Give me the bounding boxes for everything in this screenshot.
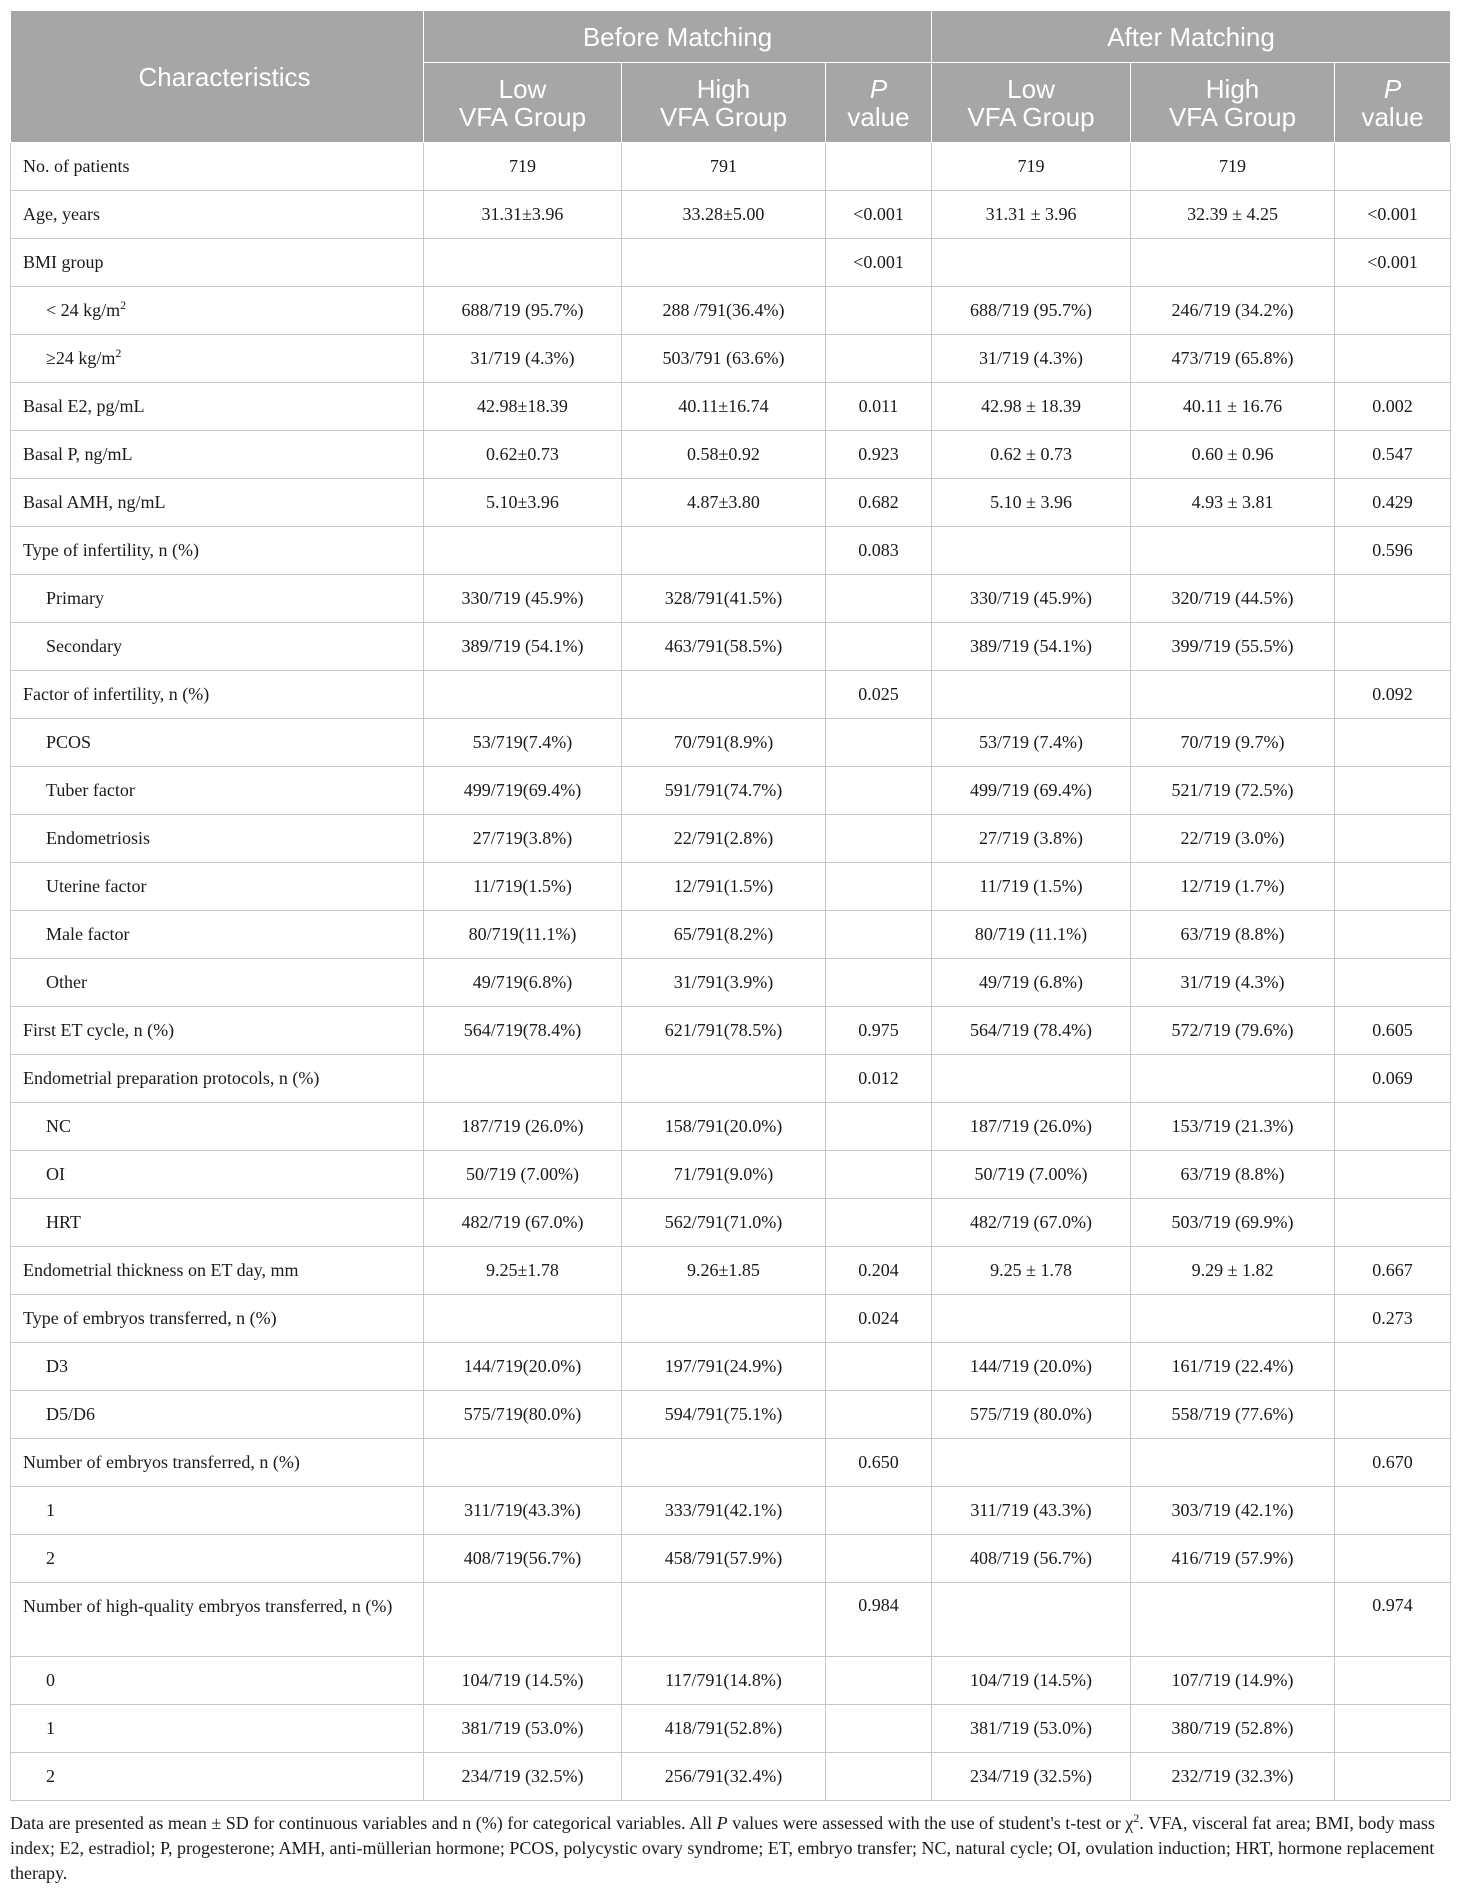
before-high-cell: 328/791(41.5%) <box>622 575 826 623</box>
after-high-cell: 399/719 (55.5%) <box>1131 623 1335 671</box>
table-row <box>11 335 1451 383</box>
row-label: Number of high-quality embryos transferred, n (%) <box>11 1583 424 1657</box>
after-matching-header: After Matching <box>932 11 1451 63</box>
table-row <box>11 239 1451 287</box>
before-high-cell <box>622 1583 826 1657</box>
before-p-cell: 0.011 <box>826 383 932 431</box>
after-high-cell: 521/719 (72.5%) <box>1131 767 1335 815</box>
table-row <box>11 1199 1451 1247</box>
row-label: Uterine factor <box>11 863 424 911</box>
after-low-cell <box>932 1055 1131 1103</box>
after-high-cell: 70/719 (9.7%) <box>1131 719 1335 767</box>
before-low-cell: 187/719 (26.0%) <box>424 1103 622 1151</box>
after-high-cell: 4.93 ± 3.81 <box>1131 479 1335 527</box>
before-low-cell: 144/719(20.0%) <box>424 1343 622 1391</box>
table-row <box>11 1007 1451 1055</box>
before-low-cell: 31/719 (4.3%) <box>424 335 622 383</box>
row-label: Tuber factor <box>11 767 424 815</box>
before-high-cell: 463/791(58.5%) <box>622 623 826 671</box>
before-p-cell <box>826 1151 932 1199</box>
before-high-cell: 591/791(74.7%) <box>622 767 826 815</box>
row-label: Basal AMH, ng/mL <box>11 479 424 527</box>
table-row <box>11 767 1451 815</box>
after-p-cell: 0.596 <box>1335 527 1451 575</box>
after-low-cell: 330/719 (45.9%) <box>932 575 1131 623</box>
after-low-cell: 49/719 (6.8%) <box>932 959 1131 1007</box>
after-high-cell: 303/719 (42.1%) <box>1131 1487 1335 1535</box>
after-high-cell <box>1131 527 1335 575</box>
after-p-cell <box>1335 623 1451 671</box>
before-p-cell <box>826 1199 932 1247</box>
before-high-cell: 503/791 (63.6%) <box>622 335 826 383</box>
before-p-cell <box>826 863 932 911</box>
before-p-cell <box>826 719 932 767</box>
before-p-cell: 0.083 <box>826 527 932 575</box>
before-low-cell: 311/719(43.3%) <box>424 1487 622 1535</box>
before-p-cell <box>826 1343 932 1391</box>
before-p-cell <box>826 575 932 623</box>
before-p-cell <box>826 1657 932 1705</box>
after-p-cell <box>1335 863 1451 911</box>
table-row <box>11 1103 1451 1151</box>
after-p-cell <box>1335 767 1451 815</box>
after-p-cell: 0.974 <box>1335 1583 1451 1657</box>
after-low-cell: 104/719 (14.5%) <box>932 1657 1131 1705</box>
after-high-cell: 380/719 (52.8%) <box>1131 1705 1335 1753</box>
before-high-cell: 9.26±1.85 <box>622 1247 826 1295</box>
row-label: Other <box>11 959 424 1007</box>
after-p-cell <box>1335 815 1451 863</box>
before-high-cell: 562/791(71.0%) <box>622 1199 826 1247</box>
before-p-cell: 0.012 <box>826 1055 932 1103</box>
after-high-cell: 63/719 (8.8%) <box>1131 911 1335 959</box>
after-high-cell: 473/719 (65.8%) <box>1131 335 1335 383</box>
table-row <box>11 527 1451 575</box>
before-low-cell: 688/719 (95.7%) <box>424 287 622 335</box>
before-low-cell: 408/719(56.7%) <box>424 1535 622 1583</box>
row-label: Factor of infertility, n (%) <box>11 671 424 719</box>
row-label: 1 <box>11 1487 424 1535</box>
before-high-cell: 117/791(14.8%) <box>622 1657 826 1705</box>
before-low-cell: 49/719(6.8%) <box>424 959 622 1007</box>
before-high-cell: 40.11±16.74 <box>622 383 826 431</box>
before-low-cell: 389/719 (54.1%) <box>424 623 622 671</box>
table-row <box>11 479 1451 527</box>
after-p-cell: 0.002 <box>1335 383 1451 431</box>
before-low-cell: 564/719(78.4%) <box>424 1007 622 1055</box>
after-p-value-header: P value <box>1335 63 1451 143</box>
after-low-cell <box>932 671 1131 719</box>
after-low-cell: 27/719 (3.8%) <box>932 815 1131 863</box>
table-row <box>11 623 1451 671</box>
before-high-vfa-header: High VFA Group <box>622 63 826 143</box>
before-high-cell: 22/791(2.8%) <box>622 815 826 863</box>
after-high-cell: 416/719 (57.9%) <box>1131 1535 1335 1583</box>
table-body <box>11 143 1451 1801</box>
before-p-cell: 0.204 <box>826 1247 932 1295</box>
table-row <box>11 1391 1451 1439</box>
row-label: NC <box>11 1103 424 1151</box>
row-label: Endometriosis <box>11 815 424 863</box>
row-label: PCOS <box>11 719 424 767</box>
after-low-cell <box>932 239 1131 287</box>
after-p-cell <box>1335 911 1451 959</box>
table-row <box>11 1753 1451 1801</box>
row-label: ≥24 $kg/m^2$ <box>11 335 424 383</box>
table-row <box>11 1657 1451 1705</box>
after-high-cell: 31/719 (4.3%) <box>1131 959 1335 1007</box>
after-p-cell <box>1335 1753 1451 1801</box>
table-row <box>11 815 1451 863</box>
after-p-cell: <0.001 <box>1335 191 1451 239</box>
after-high-cell: 153/719 (21.3%) <box>1131 1103 1335 1151</box>
before-low-cell: 80/719(11.1%) <box>424 911 622 959</box>
before-high-cell: 65/791(8.2%) <box>622 911 826 959</box>
after-p-cell <box>1335 1391 1451 1439</box>
after-high-cell: 107/719 (14.9%) <box>1131 1657 1335 1705</box>
before-p-cell <box>826 1487 932 1535</box>
row-label: Basal P, ng/mL <box>11 431 424 479</box>
after-high-cell: 0.60 ± 0.96 <box>1131 431 1335 479</box>
before-high-cell <box>622 1055 826 1103</box>
before-low-cell: 499/719(69.4%) <box>424 767 622 815</box>
row-label: 0 <box>11 1657 424 1705</box>
before-high-cell: 594/791(75.1%) <box>622 1391 826 1439</box>
before-high-cell: 0.58±0.92 <box>622 431 826 479</box>
after-high-cell <box>1131 1583 1335 1657</box>
after-p-cell <box>1335 1199 1451 1247</box>
after-low-cell: 31/719 (4.3%) <box>932 335 1131 383</box>
after-low-cell: 575/719 (80.0%) <box>932 1391 1131 1439</box>
table-row <box>11 287 1451 335</box>
before-high-cell: 12/791(1.5%) <box>622 863 826 911</box>
before-p-cell <box>826 143 932 191</box>
after-high-cell <box>1131 239 1335 287</box>
before-high-cell: 33.28±5.00 <box>622 191 826 239</box>
before-p-cell: <0.001 <box>826 239 932 287</box>
before-low-cell <box>424 1055 622 1103</box>
before-low-cell <box>424 671 622 719</box>
table-row <box>11 1055 1451 1103</box>
before-p-cell <box>826 959 932 1007</box>
row-label: < 24 $kg/m^2$ <box>11 287 424 335</box>
before-low-cell: 42.98±18.39 <box>424 383 622 431</box>
after-low-cell: 42.98 ± 18.39 <box>932 383 1131 431</box>
before-high-cell <box>622 1439 826 1487</box>
after-p-cell: 0.092 <box>1335 671 1451 719</box>
before-low-cell: 9.25±1.78 <box>424 1247 622 1295</box>
before-high-cell <box>622 1295 826 1343</box>
after-p-cell <box>1335 1535 1451 1583</box>
before-low-cell: 31.31±3.96 <box>424 191 622 239</box>
after-p-cell: 0.273 <box>1335 1295 1451 1343</box>
before-high-cell: 791 <box>622 143 826 191</box>
after-low-cell <box>932 527 1131 575</box>
before-p-cell: 0.650 <box>826 1439 932 1487</box>
after-p-cell <box>1335 719 1451 767</box>
before-high-cell <box>622 239 826 287</box>
after-p-cell: 0.069 <box>1335 1055 1451 1103</box>
before-high-cell <box>622 671 826 719</box>
row-label: D5/D6 <box>11 1391 424 1439</box>
after-high-cell <box>1131 671 1335 719</box>
after-p-cell <box>1335 1487 1451 1535</box>
table-row <box>11 671 1451 719</box>
after-high-cell: 320/719 (44.5%) <box>1131 575 1335 623</box>
after-low-cell: 499/719 (69.4%) <box>932 767 1131 815</box>
after-p-cell <box>1335 335 1451 383</box>
before-low-cell <box>424 239 622 287</box>
before-p-cell <box>826 335 932 383</box>
table-footnote: Data are presented as mean ± SD for continuous variables and n (%) for categorical variables. All P values were assessed with the use of student's t-test or $\chi^2$. VFA, visceral fat area; BMI, body mass index; E2, estradiol; P, progesterone; AMH, anti-müllerian hormone; PCOS, polycystic ovary syndrome; ET, embryo transfer; NC, natural cycle; OI, ovulation induction; HRT, hormone replacement therapy. <box>10 1811 1435 1883</box>
after-p-cell: 0.429 <box>1335 479 1451 527</box>
table-container <box>10 10 1450 1886</box>
table-row <box>11 911 1451 959</box>
before-high-cell: 197/791(24.9%) <box>622 1343 826 1391</box>
before-low-cell: 482/719 (67.0%) <box>424 1199 622 1247</box>
table-row <box>11 383 1451 431</box>
before-matching-header: Before Matching <box>424 11 932 63</box>
before-p-cell <box>826 623 932 671</box>
after-low-cell: 187/719 (26.0%) <box>932 1103 1131 1151</box>
after-high-cell: 12/719 (1.7%) <box>1131 863 1335 911</box>
before-high-cell: 621/791(78.5%) <box>622 1007 826 1055</box>
before-low-cell: 575/719(80.0%) <box>424 1391 622 1439</box>
table-row <box>11 191 1451 239</box>
row-label: Endometrial thickness on ET day, mm <box>11 1247 424 1295</box>
after-high-cell: 503/719 (69.9%) <box>1131 1199 1335 1247</box>
after-p-cell <box>1335 1151 1451 1199</box>
before-low-cell: 50/719 (7.00%) <box>424 1151 622 1199</box>
characteristics-header: Characteristics <box>11 11 424 143</box>
after-low-cell: 389/719 (54.1%) <box>932 623 1131 671</box>
table-row <box>11 1439 1451 1487</box>
after-low-cell <box>932 1439 1131 1487</box>
after-p-cell: 0.605 <box>1335 1007 1451 1055</box>
table-row <box>11 1487 1451 1535</box>
table-row <box>11 575 1451 623</box>
after-high-vfa-header: High VFA Group <box>1131 63 1335 143</box>
row-label: Age, years <box>11 191 424 239</box>
before-low-cell: 104/719 (14.5%) <box>424 1657 622 1705</box>
before-low-cell <box>424 1439 622 1487</box>
before-high-cell: 4.87±3.80 <box>622 479 826 527</box>
after-low-vfa-header: Low VFA Group <box>932 63 1131 143</box>
after-high-cell: 558/719 (77.6%) <box>1131 1391 1335 1439</box>
before-p-cell: 0.682 <box>826 479 932 527</box>
after-high-cell: 40.11 ± 16.76 <box>1131 383 1335 431</box>
after-low-cell: 5.10 ± 3.96 <box>932 479 1131 527</box>
row-label: OI <box>11 1151 424 1199</box>
after-high-cell: 9.29 ± 1.82 <box>1131 1247 1335 1295</box>
row-label: Type of embryos transferred, n (%) <box>11 1295 424 1343</box>
table-row <box>11 863 1451 911</box>
before-p-cell <box>826 287 932 335</box>
before-p-cell: 0.923 <box>826 431 932 479</box>
before-low-cell: 27/719(3.8%) <box>424 815 622 863</box>
before-high-cell: 333/791(42.1%) <box>622 1487 826 1535</box>
after-p-cell <box>1335 1343 1451 1391</box>
after-low-cell <box>932 1295 1131 1343</box>
after-p-cell <box>1335 959 1451 1007</box>
row-label: Basal E2, pg/mL <box>11 383 424 431</box>
after-high-cell: 246/719 (34.2%) <box>1131 287 1335 335</box>
before-low-cell <box>424 1295 622 1343</box>
table-row <box>11 143 1451 191</box>
before-low-cell <box>424 527 622 575</box>
after-low-cell: 719 <box>932 143 1131 191</box>
after-low-cell: 234/719 (32.5%) <box>932 1753 1131 1801</box>
table-row <box>11 1151 1451 1199</box>
after-high-cell <box>1131 1295 1335 1343</box>
after-p-cell: 0.670 <box>1335 1439 1451 1487</box>
table-row <box>11 1247 1451 1295</box>
after-high-cell <box>1131 1055 1335 1103</box>
table-row <box>11 719 1451 767</box>
before-p-cell: 0.024 <box>826 1295 932 1343</box>
after-low-cell: 482/719 (67.0%) <box>932 1199 1131 1247</box>
table-row <box>11 431 1451 479</box>
before-high-cell: 288 /791(36.4%) <box>622 287 826 335</box>
before-high-cell: 70/791(8.9%) <box>622 719 826 767</box>
table-row <box>11 1705 1451 1753</box>
before-high-cell <box>622 527 826 575</box>
row-label: 2 <box>11 1535 424 1583</box>
before-p-cell <box>826 1753 932 1801</box>
after-high-cell: 22/719 (3.0%) <box>1131 815 1335 863</box>
after-high-cell: 32.39 ± 4.25 <box>1131 191 1335 239</box>
row-label: D3 <box>11 1343 424 1391</box>
row-label: First ET cycle, n (%) <box>11 1007 424 1055</box>
after-low-cell: 311/719 (43.3%) <box>932 1487 1131 1535</box>
after-high-cell: 719 <box>1131 143 1335 191</box>
before-p-cell <box>826 1705 932 1753</box>
before-low-cell: 5.10±3.96 <box>424 479 622 527</box>
after-high-cell <box>1131 1439 1335 1487</box>
table-row <box>11 1295 1451 1343</box>
after-p-cell <box>1335 575 1451 623</box>
before-p-cell <box>826 1391 932 1439</box>
row-label: Secondary <box>11 623 424 671</box>
row-label: HRT <box>11 1199 424 1247</box>
after-high-cell: 161/719 (22.4%) <box>1131 1343 1335 1391</box>
before-high-cell: 418/791(52.8%) <box>622 1705 826 1753</box>
after-p-cell: <0.001 <box>1335 239 1451 287</box>
before-p-cell <box>826 1535 932 1583</box>
after-p-cell: 0.667 <box>1335 1247 1451 1295</box>
before-p-cell <box>826 767 932 815</box>
after-p-cell <box>1335 1103 1451 1151</box>
before-low-cell: 330/719 (45.9%) <box>424 575 622 623</box>
row-label: Endometrial preparation protocols, n (%) <box>11 1055 424 1103</box>
before-low-cell: 719 <box>424 143 622 191</box>
after-low-cell: 0.62 ± 0.73 <box>932 431 1131 479</box>
table-header <box>11 11 1451 143</box>
before-p-cell <box>826 815 932 863</box>
before-high-cell: 71/791(9.0%) <box>622 1151 826 1199</box>
before-low-cell: 11/719(1.5%) <box>424 863 622 911</box>
before-low-cell: 0.62±0.73 <box>424 431 622 479</box>
after-high-cell: 232/719 (32.3%) <box>1131 1753 1335 1801</box>
before-high-cell: 158/791(20.0%) <box>622 1103 826 1151</box>
row-label: BMI group <box>11 239 424 287</box>
after-low-cell: 31.31 ± 3.96 <box>932 191 1131 239</box>
before-low-cell: 234/719 (32.5%) <box>424 1753 622 1801</box>
row-label: Primary <box>11 575 424 623</box>
row-label: Type of infertility, n (%) <box>11 527 424 575</box>
after-low-cell: 11/719 (1.5%) <box>932 863 1131 911</box>
after-p-cell <box>1335 1705 1451 1753</box>
table-row <box>11 959 1451 1007</box>
row-label: Number of embryos transferred, n (%) <box>11 1439 424 1487</box>
row-label: No. of patients <box>11 143 424 191</box>
before-p-cell: 0.984 <box>826 1583 932 1657</box>
before-p-cell: 0.975 <box>826 1007 932 1055</box>
before-low-vfa-header: Low VFA Group <box>424 63 622 143</box>
before-low-cell: 53/719(7.4%) <box>424 719 622 767</box>
after-low-cell: 80/719 (11.1%) <box>932 911 1131 959</box>
before-p-cell <box>826 1103 932 1151</box>
row-label: Male factor <box>11 911 424 959</box>
after-low-cell: 564/719 (78.4%) <box>932 1007 1131 1055</box>
before-high-cell: 256/791(32.4%) <box>622 1753 826 1801</box>
table-row <box>11 1583 1451 1657</box>
after-low-cell <box>932 1583 1131 1657</box>
before-p-cell: <0.001 <box>826 191 932 239</box>
before-p-cell <box>826 911 932 959</box>
after-low-cell: 144/719 (20.0%) <box>932 1343 1131 1391</box>
before-high-cell: 31/791(3.9%) <box>622 959 826 1007</box>
before-low-cell: 381/719 (53.0%) <box>424 1705 622 1753</box>
after-low-cell: 53/719 (7.4%) <box>932 719 1131 767</box>
table-row <box>11 1343 1451 1391</box>
after-low-cell: 381/719 (53.0%) <box>932 1705 1131 1753</box>
row-label: 2 <box>11 1753 424 1801</box>
before-high-cell: 458/791(57.9%) <box>622 1535 826 1583</box>
before-p-cell: 0.025 <box>826 671 932 719</box>
row-label: 1 <box>11 1705 424 1753</box>
before-p-value-header: P value <box>826 63 932 143</box>
characteristics-table <box>10 10 1451 1801</box>
after-p-cell <box>1335 143 1451 191</box>
before-low-cell <box>424 1583 622 1657</box>
after-low-cell: 688/719 (95.7%) <box>932 287 1131 335</box>
after-low-cell: 50/719 (7.00%) <box>932 1151 1131 1199</box>
after-p-cell <box>1335 287 1451 335</box>
after-high-cell: 63/719 (8.8%) <box>1131 1151 1335 1199</box>
after-low-cell: 408/719 (56.7%) <box>932 1535 1131 1583</box>
after-low-cell: 9.25 ± 1.78 <box>932 1247 1131 1295</box>
after-high-cell: 572/719 (79.6%) <box>1131 1007 1335 1055</box>
table-row <box>11 1535 1451 1583</box>
after-p-cell <box>1335 1657 1451 1705</box>
after-p-cell: 0.547 <box>1335 431 1451 479</box>
